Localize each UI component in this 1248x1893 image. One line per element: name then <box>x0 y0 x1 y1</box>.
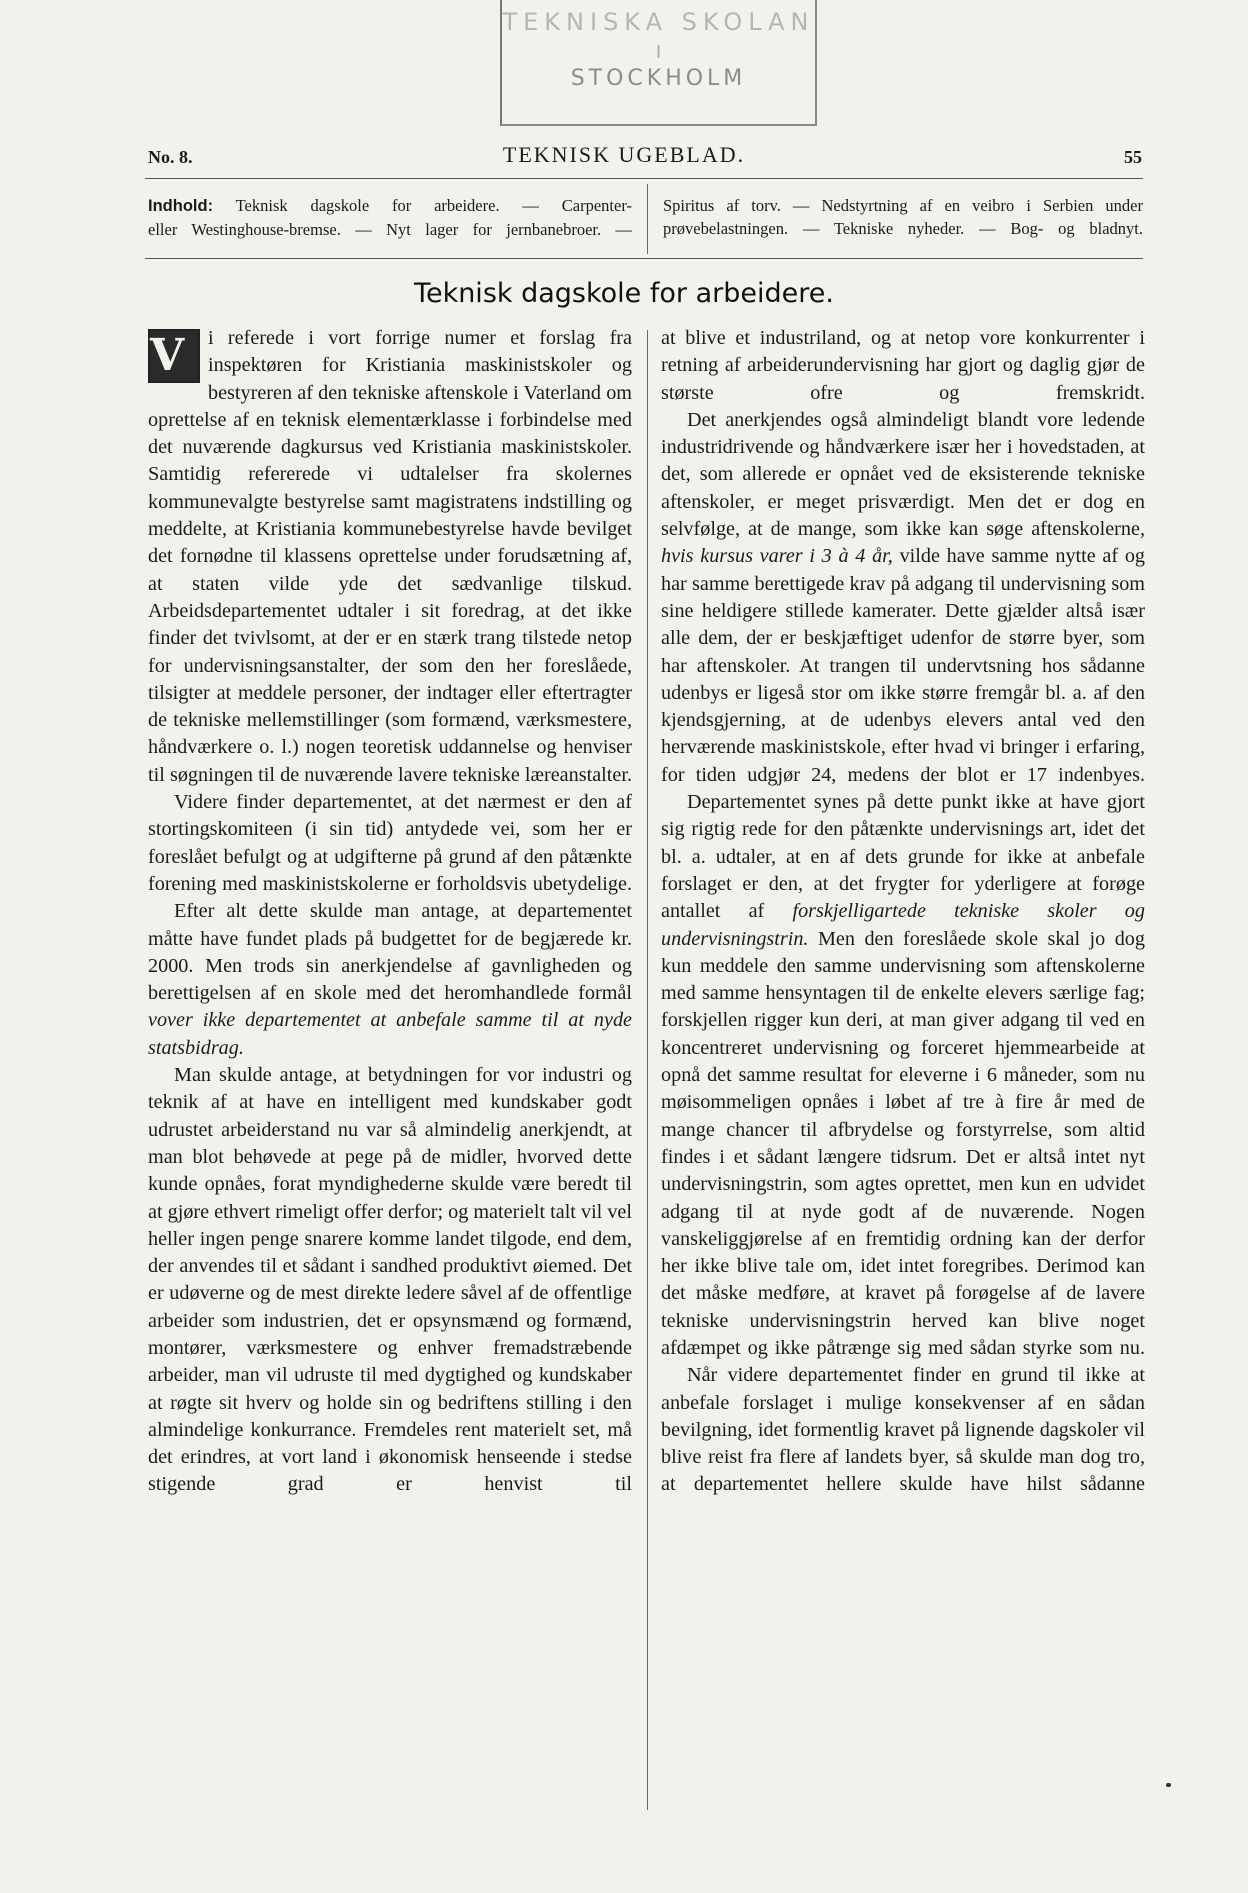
contents-line: Spiritus af torv. — Nedstyrtning af en veibro i Serbien under <box>663 196 1143 215</box>
drop-cap: V <box>148 329 200 383</box>
paragraph-text: Efter alt dette skulde man antage, at departementet måtte have fundet plads på budgettet for de begjærede kr. 2000. Men trods sin anerkjendelse af gavnligheden og berettigelsen af en skole med det heromhandlede formål <box>148 900 632 1005</box>
contents-divider <box>647 184 648 254</box>
article-title: Teknisk dagskole for arbeidere. <box>414 278 834 309</box>
paragraph: Videre finder departementet, at det nærmest er den af stortingskomiteen (i sin tid) antydede vei, som her er foreslået befulgt og at udgifterne på grund af den påtænkte forening med maskinistskolerne er forholdsvis ubetydelige. <box>148 791 632 895</box>
paragraph <box>661 789 1145 1362</box>
stamp-line-1: TEKNISKA SKOLAN <box>502 8 815 36</box>
contents-left <box>148 194 632 241</box>
library-stamp <box>500 0 817 126</box>
contents-right <box>663 194 1143 240</box>
ink-speck <box>1166 1783 1171 1787</box>
contents-line: Teknisk dagskole for arbeidere. — Carpenter- <box>235 196 632 215</box>
stamp-line-3: STOCKHOLM <box>570 66 747 91</box>
paragraph: Når videre departementet finder en grund til ikke at anbefale forslaget i mulige konsekvenser af en sådan bevilgning, idet formentlig kravet på lignende dagskoler vil blive reist fra flere af landets byer, så skulde man dog tro, at departementet hellere skulde have hilst sådanne <box>661 1364 1145 1496</box>
paragraph <box>661 407 1145 789</box>
contents-line: eller Westinghouse-bremse. — Nyt lager for jernbanebroer. — <box>148 220 632 239</box>
article-column-left <box>148 325 632 1499</box>
paragraph: at blive et industriland, og at netop vore konkurrenter i retning af arbeiderundervisning har gjort og daglig gjør de største ofre og fremskridt. <box>661 327 1145 404</box>
paragraph-text: Men den foreslåede skole skal jo dog kun meddele den samme undervisning som aftenskolerne med samme hensyntagen til de enkelte elevers særlige fag; forskjellen rigger kun deri, at man giver adgang til ved en koncentreret undervisning og forceret hjemmearbeide at opnå det samme resultat for eleverne i 6 måneder, som nu møisommeligen opnåes i løbet af tre à fire år med de mange chancer til afbrydelse og forstyrrelse, som altid findes i et sådant længere tidsrum. Det er altså intet nyt undervisningstrin, som agtes oprettet, men kun en udvidet adgang til at nyde godt af de nuværende. Nogen vanskeliggjørelse af en fremtidig ordning kan der derfor her ikke blive tale om, idet intet foregribes. Derimod kan det måske medføre, at kravet på forøgelse af de lavere tekniske undervisningstrin herved kan blive noget afdæmpet og ikke påtrænge sig med sådan styrke som nu. <box>661 927 1145 1359</box>
journal-title: TEKNISK UGEBLAD. <box>502 142 746 167</box>
contents-rule <box>145 258 1143 259</box>
column-divider <box>647 330 648 1810</box>
paragraph: Man skulde antage, at betydningen for vor industri og teknik af at have en intelligent med kundskaber godt udrustet arbeiderstand nu var så almindelig anerkjendt, at man blot behøvede at pege på de midler, hvorved dette kunde opnåes, forat myndighederne skulde være beredt til at gjøre ethvert rimeligt offer derfor; og materielt talt vil vel heller ingen penge snarere komme landet tilgode, end dem, der anvendes til et sådant i sandhed produktivt øiemed. Det er udøverne og de mest direkte ledere såvel af de offentlige arbeider som industrien, det er opsynsmænd og formænd, montører, værksmestere og enhver fremadstræbende arbeider, man vil udruste til med dygtighed og kundskaber at røgte sit hverv og holde sin og bedriftens stilling i den almindelige konkurrance. Fremdeles rent materielt set, må det erindres, at vort land i økonomisk henseende i stedse stigende grad er henvist til <box>148 1064 632 1496</box>
paragraph-text: vilde have samme nytte af og har samme berettigede krav på adgang til undervisning som sine heldigere stillede kamerater. Dette gjælder altså især alle dem, der er beskjæftiget udenfor de større byer, som har aftenskoler. At trangen til undervtsning hos sådanne udenbys er ligeså stor om ikke større fremgår bl. a. af den kjendsgjerning, at de udenbys elevers antal ved den herværende maskinistskole, efter hvad vi bringer i erfaring, for tiden udgjør 24, medens der blot er 17 indenbyes. <box>661 545 1146 786</box>
paragraph <box>148 325 632 789</box>
paragraph-text: Departementet synes på dette punkt ikke at have gjort sig rigtig rede for den påtænkte undervisnings art, idet det bl. a. udtaler, at en af dets grunde for ikke at anbefale forslaget er den, at det frygter for yderligere at forøge antallet af <box>661 791 1145 923</box>
emphasis-text: hvis kursus varer i 3 à 4 år, <box>661 545 893 568</box>
article-column-right <box>661 325 1145 1499</box>
paragraph-text: Det anerkjendes også almindeligt blandt vore ledende industridrivende og håndværkere især her i hovedstaden, at det, som allerede er opnået ved de eksisterende tekniske aftenskoler, er meget prisværdigt. Men det er dog en selvfølge, at de mange, som ikke kan søge aftenskolerne, <box>661 408 1145 541</box>
contents-line: prøvebelastningen. — Tekniske nyheder. — Bog- og bladnyt. <box>663 219 1143 238</box>
header-rule <box>145 178 1143 179</box>
paragraph <box>148 898 632 1062</box>
emphasis-text: vover ikke departementet at anbefale samme til at nyde statsbidrag. <box>148 1009 632 1059</box>
stamp-line-2: I <box>655 42 662 63</box>
page-number: 55 <box>1124 147 1142 167</box>
emphasis-text: forskjelligartede tekniske skoler og undervisningstrin. <box>661 900 1145 950</box>
contents-label: Indhold: <box>148 197 214 215</box>
issue-number: No. 8. <box>148 147 193 167</box>
paragraph-text: i referede i vort forrige numer et forslag fra inspektøren for Kristiania maskinistskoler og bestyreren af den tekniske aftenskole i Vaterland om oprettelse af en teknisk elementærklasse i forbindelse med det nuværende dagkursus ved Kristiania maskinistskoler. Samtidig refererede vi udtalelser fra skolernes kommunevalgte bestyrelse samt magistratens indstilling og meddelte, at Kristiania kommunebestyrelse havde bevilget det fornødne til klassens oprettelse under forudsætning af, at staten vilde yde det sædvanlige tilskud. Arbeidsdepartementet udtaler i sit foredrag, at det ikke finder det tvivlsomt, at der er en stærk trang tilstede netop for undervisningsanstalter, der som den her foreslåede, tilsigter at meddele personer, der indtager eller eftertragter de tekniske mellemstillinger (som formænd, værksmestere, håndværkere o. l.) nogen teoretisk uddannelse og henviser til søgningen til de nuværende lavere tekniske læreanstalter. <box>148 327 632 786</box>
